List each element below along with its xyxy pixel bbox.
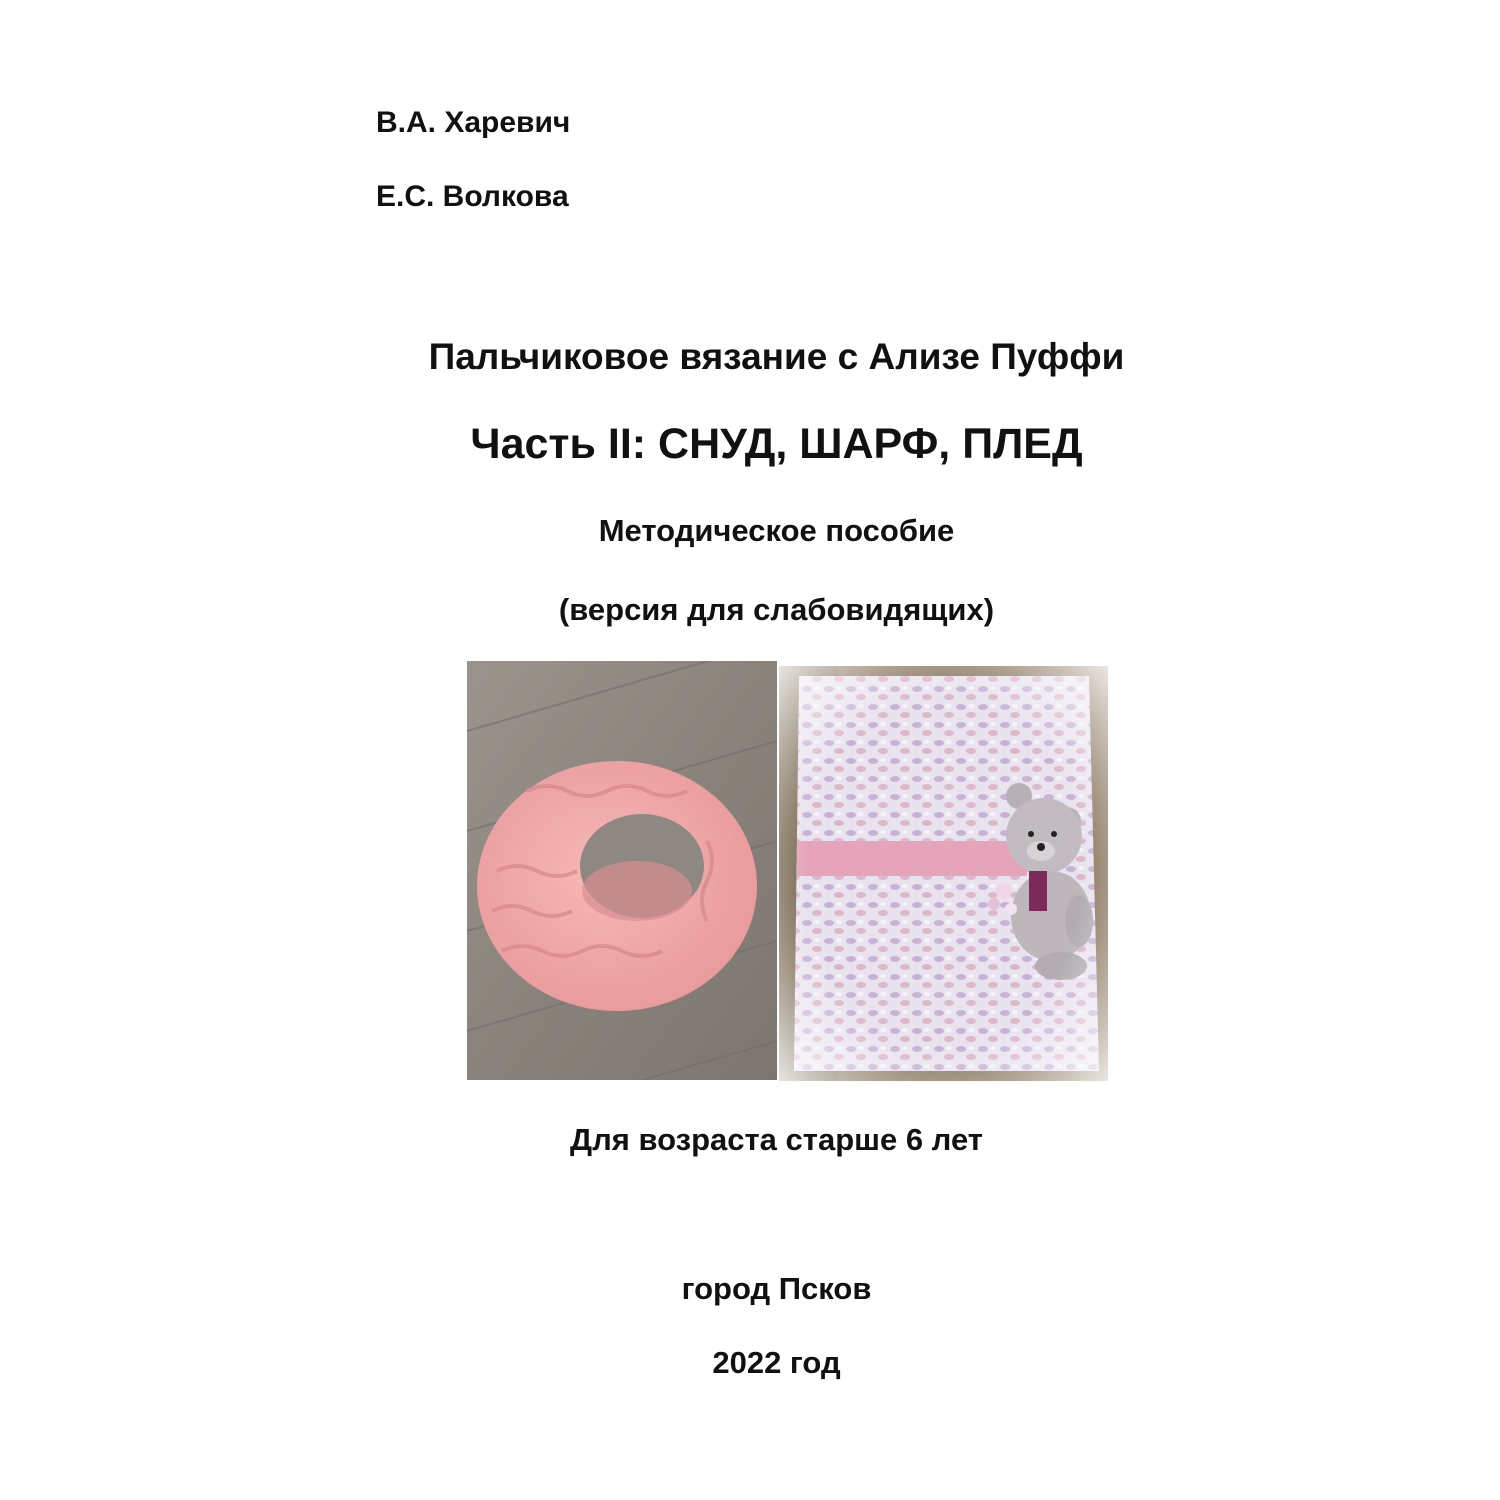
city: город Псков (681, 1271, 872, 1306)
author-2: Е.С. Волкова (376, 180, 569, 213)
blanket-photo (779, 666, 1108, 1081)
author-1: В.А. Харевич (376, 106, 571, 139)
edition-note: (версия для слабовидящих) (558, 592, 995, 627)
year: 2022 год (712, 1345, 841, 1380)
publication-type: Методическое пособие (598, 513, 955, 548)
snood-photo (467, 661, 777, 1080)
book-subtitle: Часть II: СНУД, ШАРФ, ПЛЕД (470, 420, 1083, 468)
age-note: Для возраста старше 6 лет (570, 1122, 983, 1157)
book-title: Пальчиковое вязание с Ализе Пуффи (428, 336, 1125, 377)
